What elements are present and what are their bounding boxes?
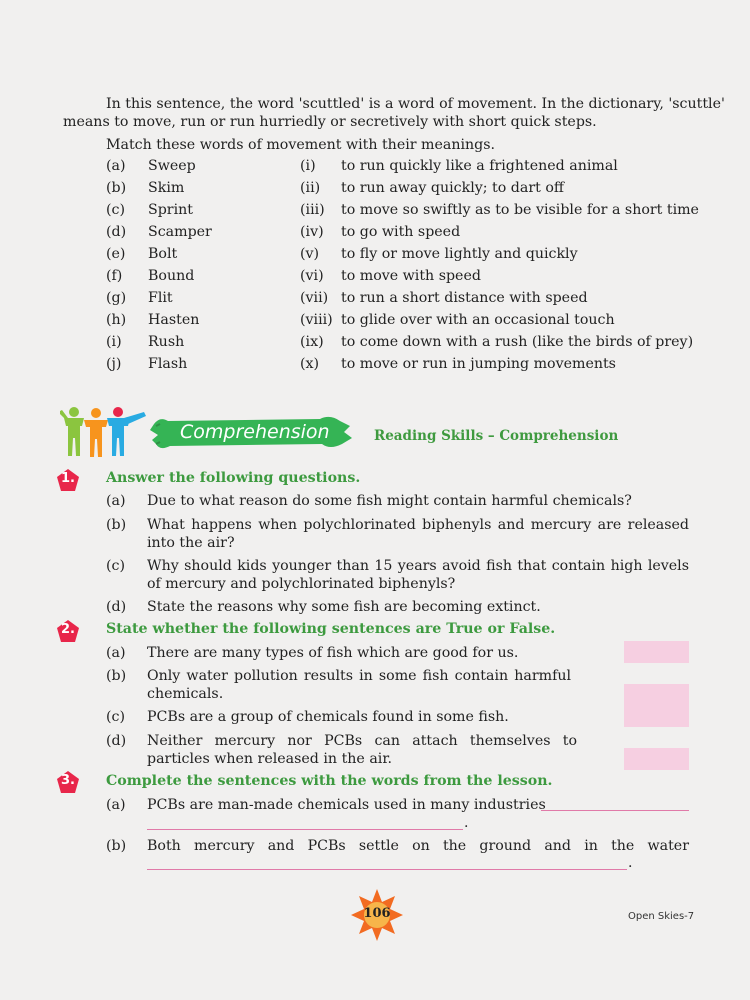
match-row [0, 332, 750, 352]
item-text: There are many types of fish which are good for us. [147, 645, 519, 661]
sentence-end-a: . [464, 815, 469, 831]
book-title: Open Skies-7 [628, 911, 695, 922]
intro-line-2: means to move, run or run hurriedly or secretively with short quick steps. [63, 114, 597, 130]
meaning-label: (ii) [300, 180, 321, 196]
meaning: to go with speed [341, 224, 461, 240]
match-row [0, 178, 750, 198]
kids-group-icon [60, 407, 146, 457]
word-label: (c) [106, 202, 126, 218]
item-text: What happens when polychlorinated biphenyls and mercury are released into the air? [147, 517, 689, 551]
match-row [0, 288, 750, 308]
page-number-badge [351, 889, 403, 941]
meaning: to move so swiftly as to be visible for a short time [341, 202, 699, 218]
item-label: (b) [106, 517, 127, 533]
item-text: PCBs are a group of chemicals found in some fish. [147, 709, 509, 725]
blank-line-a2[interactable] [147, 829, 463, 830]
item-label: (a) [106, 797, 126, 813]
meaning-label: (i) [300, 158, 316, 174]
word: Scamper [148, 224, 212, 240]
meaning: to run away quickly; to dart off [341, 180, 564, 196]
item-label: (d) [106, 599, 127, 615]
item-text: State the reasons why some fish are becoming extinct. [147, 599, 541, 615]
question-3-number: 3. [61, 773, 75, 788]
meaning-label: (iii) [300, 202, 325, 218]
meaning-label: (iv) [300, 224, 324, 240]
question-1-badge [56, 468, 80, 492]
meaning-label: (x) [300, 356, 320, 372]
match-row [0, 354, 750, 374]
item-label: (a) [106, 645, 126, 661]
blank-line-b[interactable] [147, 869, 627, 870]
answer-box-d[interactable] [624, 748, 689, 770]
item-label: (b) [106, 838, 127, 854]
item-text: Due to what reason do some fish might contain harmful chemicals? [147, 493, 632, 509]
word-label: (e) [106, 246, 126, 262]
word: Hasten [148, 312, 200, 328]
word: Flash [148, 356, 188, 372]
banner-title: Comprehension [180, 421, 330, 443]
word: Rush [148, 334, 185, 350]
word: Bolt [148, 246, 178, 262]
question-3-badge [56, 770, 80, 794]
item-label: (d) [106, 733, 127, 749]
sentence-end-b: . [628, 855, 633, 871]
match-row [0, 156, 750, 176]
word: Sweep [148, 158, 196, 174]
answer-box-b[interactable] [624, 684, 689, 706]
item-text: Only water pollution results in some fish contain harmful chemicals. [147, 668, 571, 702]
match-row [0, 244, 750, 264]
word-label: (j) [106, 356, 122, 372]
item-text: Why should kids younger than 15 years avoid fish that contain high levels of mercury and polychlorinated biphenyls? [147, 558, 689, 592]
answer-box-c[interactable] [624, 705, 689, 727]
intro-paragraph [63, 95, 725, 131]
question-2-badge [56, 619, 80, 643]
word: Bound [148, 268, 195, 284]
match-row [0, 310, 750, 330]
meaning-label: (ix) [300, 334, 324, 350]
word-label: (h) [106, 312, 127, 328]
word-label: (i) [106, 334, 122, 350]
meaning-label: (vi) [300, 268, 324, 284]
match-title: Match these words of movement with their meanings. [106, 137, 496, 153]
question-2-number: 2. [61, 622, 75, 637]
question-1-number: 1. [61, 471, 75, 486]
word: Skim [148, 180, 185, 196]
meaning-label: (vii) [300, 290, 329, 306]
word-label: (g) [106, 290, 127, 306]
meaning: to move or run in jumping movements [341, 356, 616, 372]
word-label: (f) [106, 268, 123, 284]
question-2-heading: State whether the following sentences are True or False. [106, 621, 556, 637]
meaning: to run quickly like a frightened animal [341, 158, 618, 174]
item-label: (a) [106, 493, 126, 509]
banner-subtitle: Reading Skills – Comprehension [374, 428, 619, 444]
question-1-heading: Answer the following questions. [106, 470, 361, 486]
item-text: PCBs are man-made chemicals used in many industries [147, 797, 546, 813]
meaning: to come down with a rush (like the birds of prey) [341, 334, 694, 350]
item-label: (c) [106, 558, 126, 574]
item-label: (c) [106, 709, 126, 725]
match-row [0, 266, 750, 286]
word-label: (d) [106, 224, 127, 240]
match-row [0, 200, 750, 220]
meaning: to move with speed [341, 268, 481, 284]
item-label: (b) [106, 668, 127, 684]
meaning: to glide over with an occasional touch [341, 312, 615, 328]
intro-line-1: In this sentence, the word 'scuttled' is a word of movement. In the dictionary, 'scuttle' [106, 96, 725, 112]
answer-box-a[interactable] [624, 641, 689, 663]
meaning-label: (v) [300, 246, 320, 262]
word: Sprint [148, 202, 193, 218]
match-row [0, 222, 750, 242]
word-label: (a) [106, 158, 126, 174]
page-number: 106 [363, 906, 391, 921]
word: Flit [148, 290, 173, 306]
item-text: Both mercury and PCBs settle on the ground and in the water [147, 838, 689, 854]
item-text: Neither mercury nor PCBs can attach themselves to particles when released in the air. [147, 733, 577, 767]
blank-line-a1[interactable] [541, 810, 689, 811]
word-label: (b) [106, 180, 127, 196]
meaning-label: (viii) [300, 312, 333, 328]
question-3-heading: Complete the sentences with the words from the lesson. [106, 773, 553, 789]
meaning: to fly or move lightly and quickly [341, 246, 578, 262]
meaning: to run a short distance with speed [341, 290, 588, 306]
